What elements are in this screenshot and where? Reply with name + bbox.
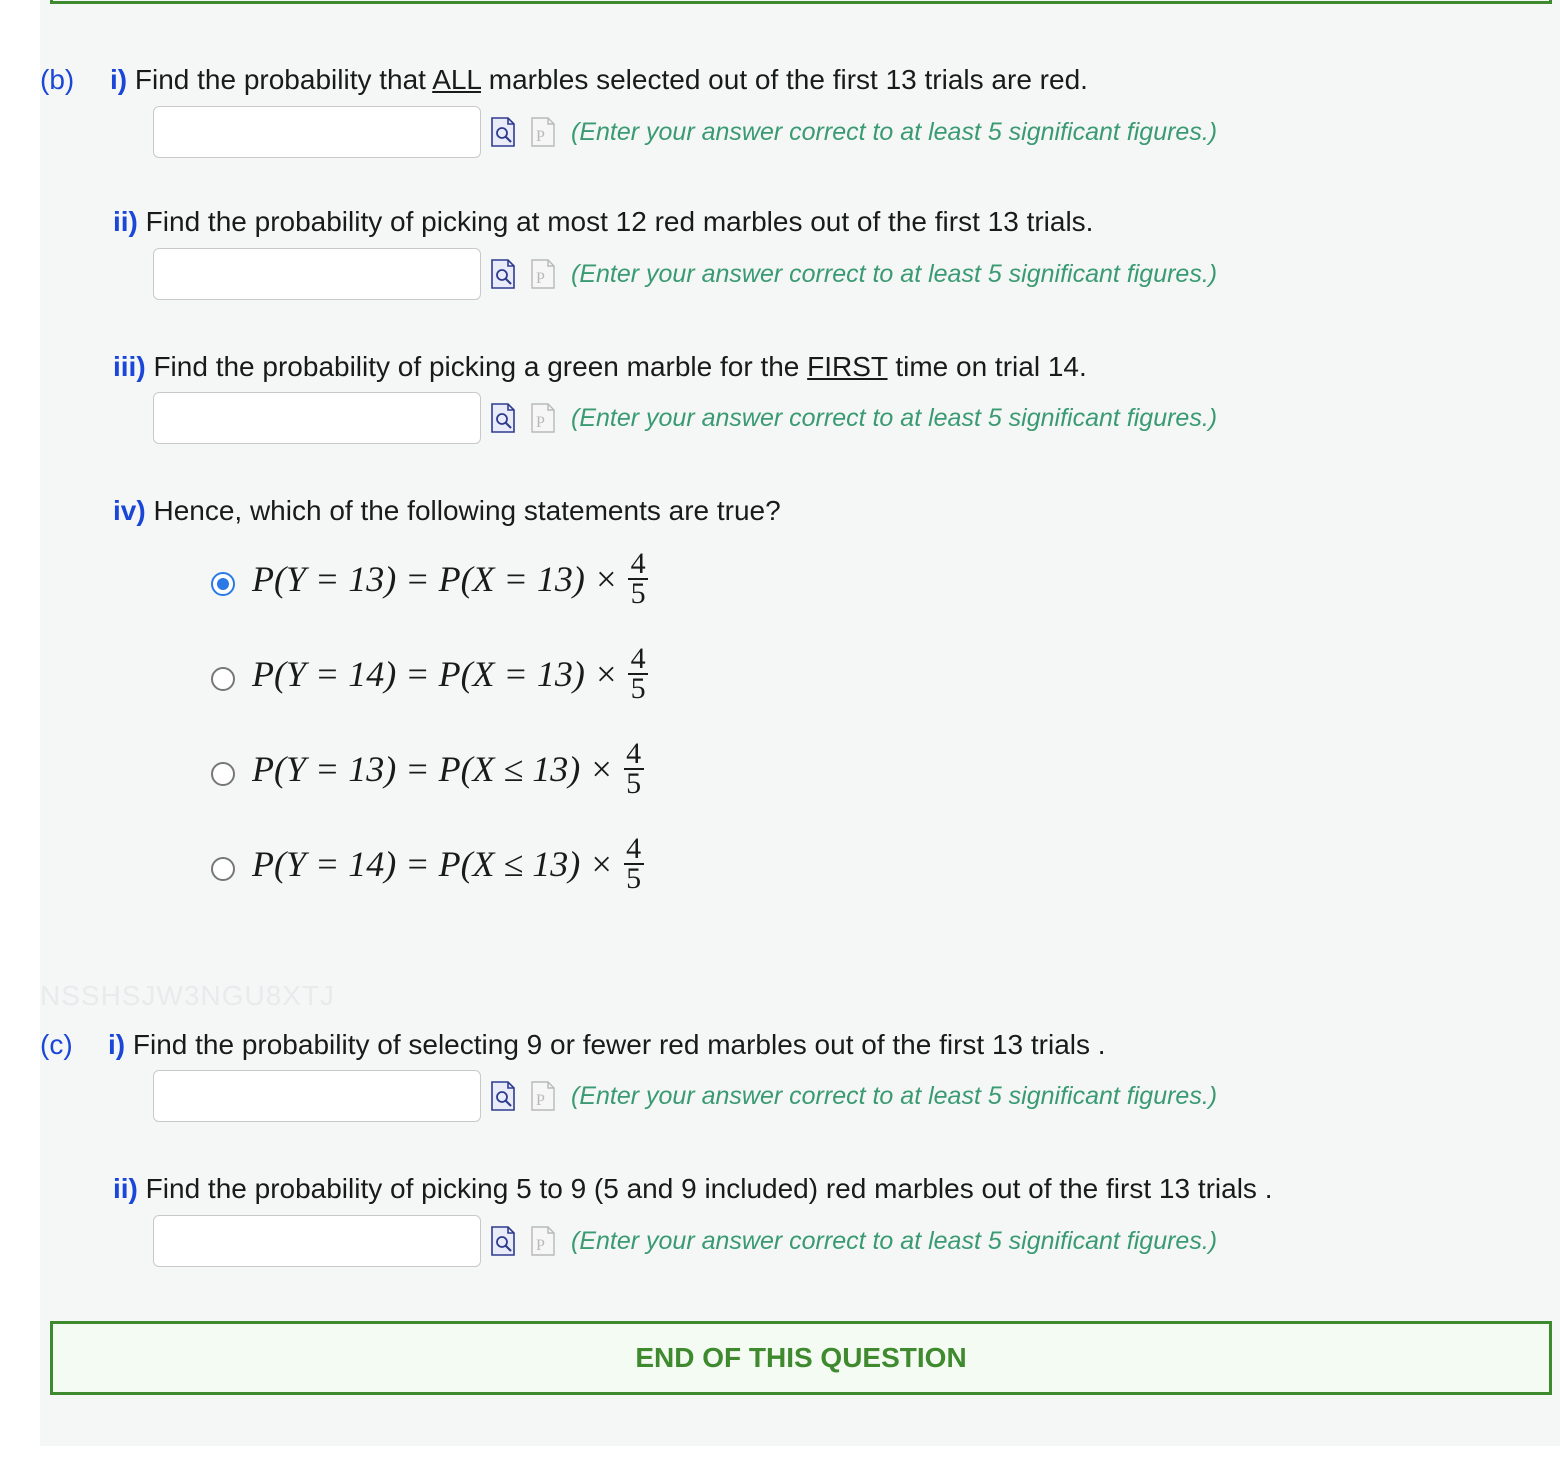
question-b-i [110, 64, 1088, 96]
option-expression: P(Y = 14) = P(X ≤ 13) × [252, 844, 614, 884]
option-label-3[interactable] [252, 737, 644, 800]
fraction [624, 832, 644, 895]
p-document-icon[interactable] [530, 1080, 556, 1112]
question-c-ii [113, 1173, 1273, 1205]
end-of-question-box [50, 1321, 1552, 1395]
part-b-label: (b) [40, 64, 75, 95]
fraction [628, 642, 648, 705]
question-text: Find the probability of picking 5 to 9 (5 and 9 included) red marbles out of the first 13 trials . [137, 1173, 1273, 1204]
question-c-i [108, 1029, 1106, 1061]
option-label-1[interactable] [252, 547, 648, 610]
option-expression: P(Y = 14) = P(X = 13) × [252, 654, 619, 694]
answer-input-b-iii[interactable] [153, 392, 481, 444]
answer-hint: (Enter your answer correct to at least 5 significant figures.) [571, 1227, 1218, 1255]
question-b-iv [113, 495, 781, 527]
fraction-numerator: 4 [626, 832, 642, 865]
p-document-icon[interactable] [530, 1225, 556, 1257]
p-document-icon[interactable] [530, 258, 556, 290]
fraction-denominator: 5 [626, 862, 642, 895]
question-number: iv) [113, 495, 146, 526]
preview-icon[interactable] [490, 1080, 516, 1112]
question-text: Find the probability that [127, 64, 433, 95]
fraction-denominator: 5 [626, 767, 642, 800]
p-document-icon[interactable] [530, 402, 556, 434]
question-number: ii) [113, 1173, 138, 1204]
preview-icon[interactable] [490, 402, 516, 434]
option-expression: P(Y = 13) = P(X = 13) × [252, 559, 619, 599]
preview-icon[interactable] [490, 1225, 516, 1257]
option-radio-4[interactable] [211, 857, 235, 881]
option-radio-3[interactable] [211, 762, 235, 786]
option-radio-1[interactable] [211, 572, 235, 596]
option-expression: P(Y = 13) = P(X ≤ 13) × [252, 749, 614, 789]
fraction-denominator: 5 [630, 672, 646, 705]
question-number: i) [110, 64, 128, 95]
svg-text:P: P [536, 1237, 545, 1254]
question-number: i) [108, 1029, 126, 1060]
fraction [628, 547, 648, 610]
answer-hint: (Enter your answer correct to at least 5 significant figures.) [571, 404, 1218, 432]
preview-icon[interactable] [490, 116, 516, 148]
option-label-4[interactable] [252, 832, 644, 895]
question-text: Hence, which of the following statements are true? [145, 495, 781, 526]
end-of-question-text: END OF THIS QUESTION [635, 1342, 967, 1373]
fraction-numerator: 4 [630, 547, 646, 580]
question-text: time on trial 14. [887, 351, 1087, 382]
option-label-2[interactable] [252, 642, 648, 705]
question-text: marbles selected out of the first 13 trials are red. [480, 64, 1088, 95]
option-radio-2[interactable] [211, 667, 235, 691]
question-number: iii) [113, 351, 146, 382]
emphasis-first: FIRST [807, 351, 888, 382]
question-b-iii [113, 351, 1087, 383]
fraction [624, 737, 644, 800]
answer-hint: (Enter your answer correct to at least 5 significant figures.) [571, 118, 1218, 146]
fraction-numerator: 4 [630, 642, 646, 675]
svg-text:P: P [536, 414, 545, 431]
emphasis-all: ALL [432, 64, 481, 95]
question-text: Find the probability of picking at most 12 red marbles out of the first 13 trials. [137, 206, 1094, 237]
answer-hint: (Enter your answer correct to at least 5 significant figures.) [571, 1082, 1218, 1110]
answer-input-b-i[interactable] [153, 106, 481, 158]
answer-hint: (Enter your answer correct to at least 5 significant figures.) [571, 260, 1218, 288]
top-box-border [50, 0, 1552, 4]
answer-input-c-i[interactable] [153, 1070, 481, 1122]
question-text: Find the probability of selecting 9 or fewer red marbles out of the first 13 trials . [125, 1029, 1106, 1060]
p-document-icon[interactable] [530, 116, 556, 148]
watermark: NSSHSJW3NGU8XTJ [40, 980, 336, 1011]
answer-input-c-ii[interactable] [153, 1215, 481, 1267]
question-number: ii) [113, 206, 138, 237]
svg-text:P: P [536, 1092, 545, 1109]
svg-text:P: P [536, 270, 545, 287]
answer-input-b-ii[interactable] [153, 248, 481, 300]
fraction-denominator: 5 [630, 577, 646, 610]
svg-text:P: P [536, 128, 545, 145]
part-c-label: (c) [40, 1029, 73, 1060]
question-b-ii [113, 206, 1093, 238]
fraction-numerator: 4 [626, 737, 642, 770]
preview-icon[interactable] [490, 258, 516, 290]
question-text: Find the probability of picking a green marble for the [145, 351, 808, 382]
